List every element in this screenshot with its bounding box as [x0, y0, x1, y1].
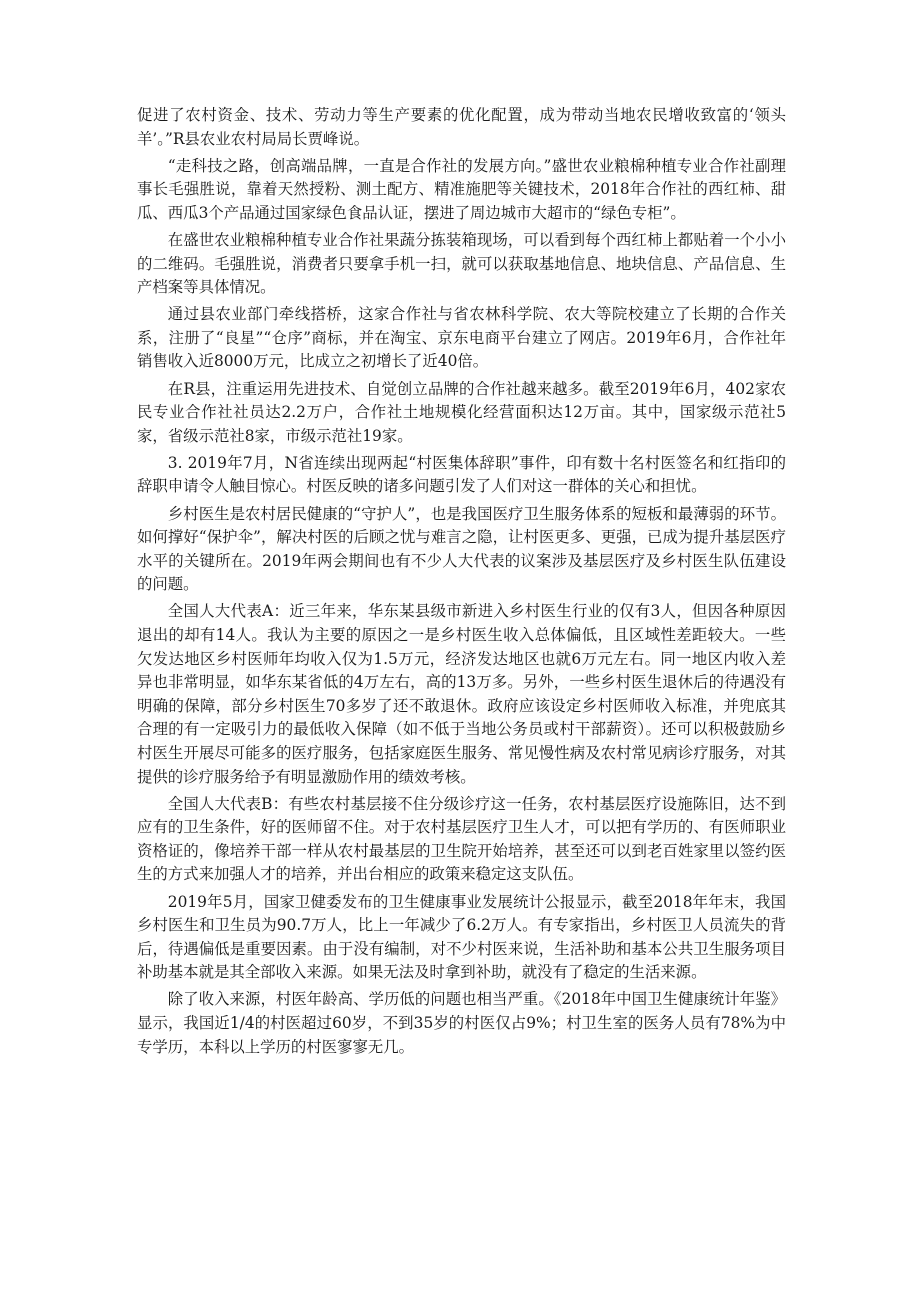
paragraph-1: 促进了农村资金、技术、劳动力等生产要素的优化配置，成为带动当地农民增收致富的‘领头羊’。”R县农业农村局局长贾峰说。 [137, 106, 786, 148]
paragraph-4: 通过县农业部门牵线搭桥，这家合作社与省农林科学院、农大等院校建立了长期的合作关系，注册了“良星”“仓序”商标，并在淘宝、京东电商平台建立了网店。2019年6月，合作社年销售收入近8000万元，比成立之初增长了近40倍。 [137, 305, 786, 371]
paragraph-10: 2019年5月，国家卫健委发布的卫生健康事业发展统计公报显示，截至2018年年末，我国乡村医生和卫生员为90.7万人，比上一年减少了6.2万人。有专家指出，乡村医卫人员流失的背后，待遇偏低是重要因素。由于没有编制，对不少村医来说，生活补助和基本公共卫生服务项目补助基本就是其全部收入来源。如果无法及时拿到补助，就没有了稳定的生活来源。 [137, 892, 786, 982]
document-body [137, 104, 786, 1059]
paragraph-6: 3. 2019年7月，N省连续出现两起“村医集体辞职”事件，印有数十名村医签名和红指印的辞职申请令人触目惊心。村医反映的诸多问题引发了人们对这一群体的关心和担忧。 [137, 453, 786, 496]
paragraph-11: 除了收入来源，村医年龄高、学历低的问题也相当严重。《2018年中国卫生健康统计年鉴》显示，我国近1/4的村医超过60岁，不到35岁的村医仅占9%；村卫生室的医务人员有78%为中专学历，本科以上学历的村医寥寥无几。 [137, 990, 786, 1056]
paragraph-2: “走科技之路，创高端品牌，一直是合作社的发展方向。”盛世农业粮棉种植专业合作社副理事长毛强胜说，靠着天然授粉、测土配方、精准施肥等关键技术，2018年合作社的西红柿、甜瓜、西瓜3个产品通过国家绿色食品认证，摆进了周边城市大超市的“绿色专柜”。 [137, 156, 786, 222]
paragraph-3: 在盛世农业粮棉种植专业合作社果蔬分拣装箱现场，可以看到每个西红柿上都贴着一个小小的二维码。毛强胜说，消费者只要拿手机一扫，就可以获取基地信息、地块信息、产品信息、生产档案等具体情况。 [137, 230, 786, 297]
paragraph-7: 乡村医生是农村居民健康的“守护人”，也是我国医疗卫生服务体系的短板和最薄弱的环节。如何撑好“保护伞”，解决村医的后顾之忧与难言之隐，让村医更多、更强，已成为提升基层医疗水平的关键所在。2019年两会期间也有不少人大代表的议案涉及基层医疗及乡村医生队伍建设的问题。 [137, 504, 786, 594]
paragraph-5: 在R县，注重运用先进技术、自觉创立品牌的合作社越来越多。截至2019年6月，402家农民专业合作社社员达2.2万户，合作社土地规模化经营面积达12万亩。其中，国家级示范社5家，省级示范社8家，市级示范社19家。 [137, 379, 786, 445]
paragraph-9: 全国人大代表B：有些农村基层接不住分级诊疗这一任务，农村基层医疗设施陈旧，达不到应有的卫生条件，好的医师留不住。对于农村基层医疗卫生人才，可以把有学历的、有医师职业资格证的，像培养干部一样从农村最基层的卫生院开始培养，甚至还可以到老百姓家里以签约医生的方式来加强人才的培养，并出台相应的政策来稳定这支队伍。 [137, 794, 786, 884]
paragraph-8: 全国人大代表A：近三年来，华东某县级市新进入乡村医生行业的仅有3人，但因各种原因退出的却有14人。我认为主要的原因之一是乡村医生收入总体偏低，且区域性差距较大。一些欠发达地区乡村医师年均收入仅为1.5万元，经济发达地区也就6万元左右。同一地区内收入差异也非常明显，如华东某省低的4万左右，高的13万多。另外，一些乡村医生退休后的待遇没有明确的保障，部分乡村医生70多岁了还不敢退休。政府应该设定乡村医师收入标准，并兜底其合理的有一定吸引力的最低收入保障（如不低于当地公务员或村干部薪资）。还可以积极鼓励乡村医生开展尽可能多的医疗服务，包括家庭医生服务、常见慢性病及农村常见病诊疗服务，对其提供的诊疗服务给予有明显激励作用的绩效考核。 [137, 602, 786, 786]
